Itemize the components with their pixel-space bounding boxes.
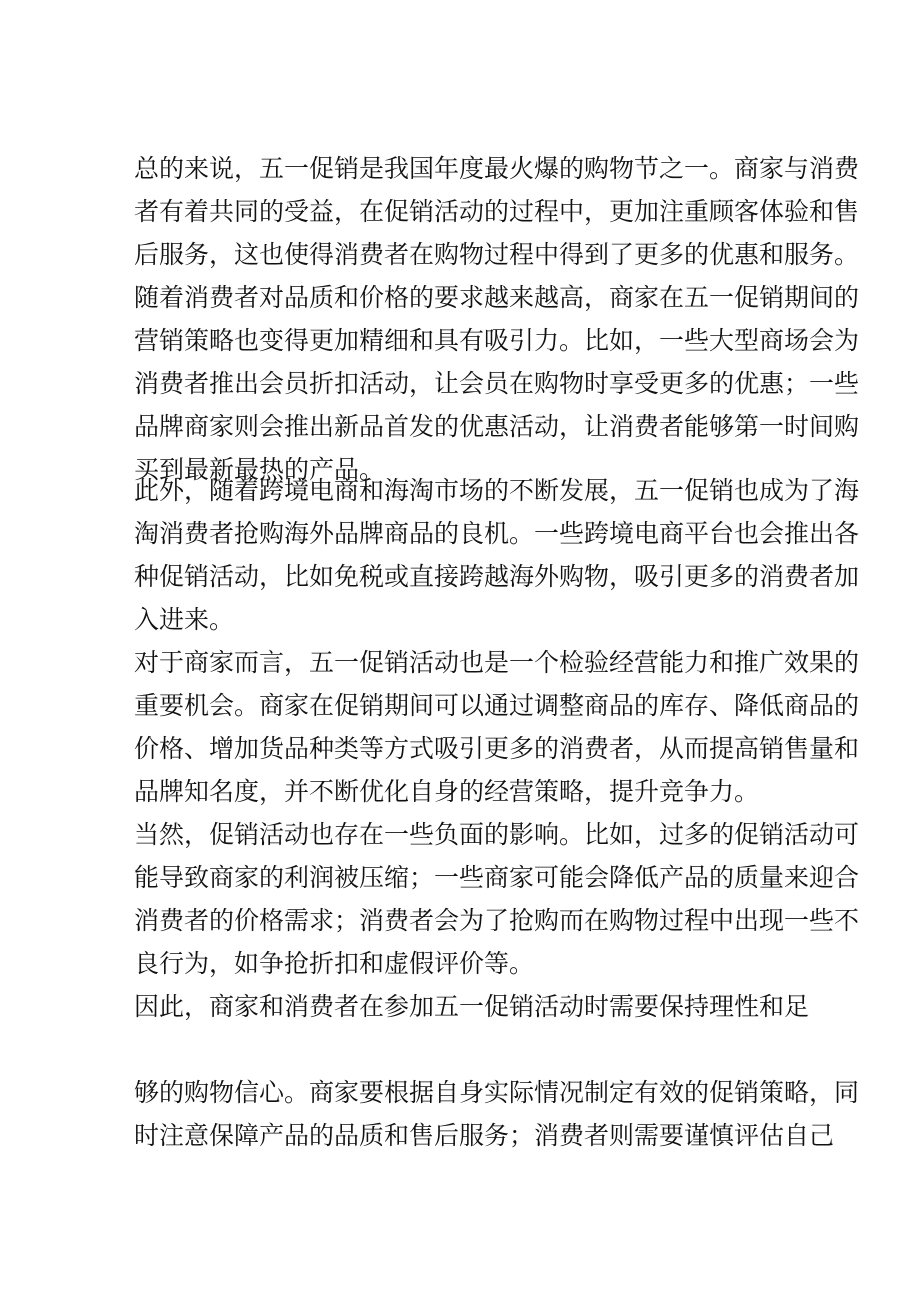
text-line: 买到最新最热的产品。 — [134, 455, 385, 484]
text-line: 此外，随着跨境电商和海淘市场的不断发展，五一促销也成为了海 — [134, 476, 860, 505]
text-line: 营销策略也变得更加精细和具有吸引力。比如，一些大型商场会为 — [134, 326, 860, 355]
text-line: 重要机会。商家在促销期间可以通过调整商品的库存、降低商品的 — [134, 691, 860, 720]
text-line: 当然，促销活动也存在一些负面的影响。比如，过多的促销活动可 — [134, 820, 860, 849]
text-line: 者有着共同的受益，在促销活动的过程中，更加注重顾客体验和售 — [134, 197, 860, 226]
text-line: 后服务，这也使得消费者在购物过程中得到了更多的优惠和服务。 — [134, 240, 860, 269]
text-line: 淘消费者抢购海外品牌商品的良机。一些跨境电商平台也会推出各 — [134, 519, 860, 548]
text-line: 总的来说，五一促销是我国年度最火爆的购物节之一。商家与消费 — [134, 154, 860, 183]
text-line: 消费者的价格需求；消费者会为了抢购而在购物过程中出现一些不 — [134, 906, 860, 935]
text-line: 随着消费者对品质和价格的要求越来越高，商家在五一促销期间的 — [134, 283, 860, 312]
text-line: 价格、增加货品种类等方式吸引更多的消费者，从而提高销售量和 — [134, 734, 860, 763]
text-line: 能导致商家的利润被压缩；一些商家可能会降低产品的质量来迎合 — [134, 863, 860, 892]
text-line: 良行为，如争抢折扣和虚假评价等。 — [134, 949, 535, 978]
paragraph-conclusion-continued — [134, 1071, 860, 1157]
paragraph-negative-effects — [134, 813, 860, 985]
text-line: 对于商家而言，五一促销活动也是一个检验经营能力和推广效果的 — [134, 648, 860, 677]
text-line: 消费者推出会员折扣活动，让会员在购物时享受更多的优惠；一些 — [134, 369, 860, 398]
text-line: 因此，商家和消费者在参加五一促销活动时需要保持理性和足 — [134, 992, 810, 1021]
text-line: 时注意保障产品的品质和售后服务；消费者则需要谨慎评估自己 — [134, 1121, 835, 1150]
text-line: 品牌商家则会推出新品首发的优惠活动，让消费者能够第一时间购 — [134, 412, 860, 441]
text-line: 够的购物信心。商家要根据自身实际情况制定有效的促销策略，同 — [134, 1078, 860, 1107]
text-line: 种促销活动，比如免税或直接跨越海外购物，吸引更多的消费者加 — [134, 562, 860, 591]
paragraph-cross-border — [134, 469, 860, 641]
text-line: 入进来。 — [134, 605, 235, 634]
paragraph-conclusion-start — [134, 985, 810, 1028]
paragraph-merchants — [134, 641, 860, 813]
text-line: 品牌知名度，并不断优化自身的经营策略，提升竞争力。 — [134, 777, 760, 806]
